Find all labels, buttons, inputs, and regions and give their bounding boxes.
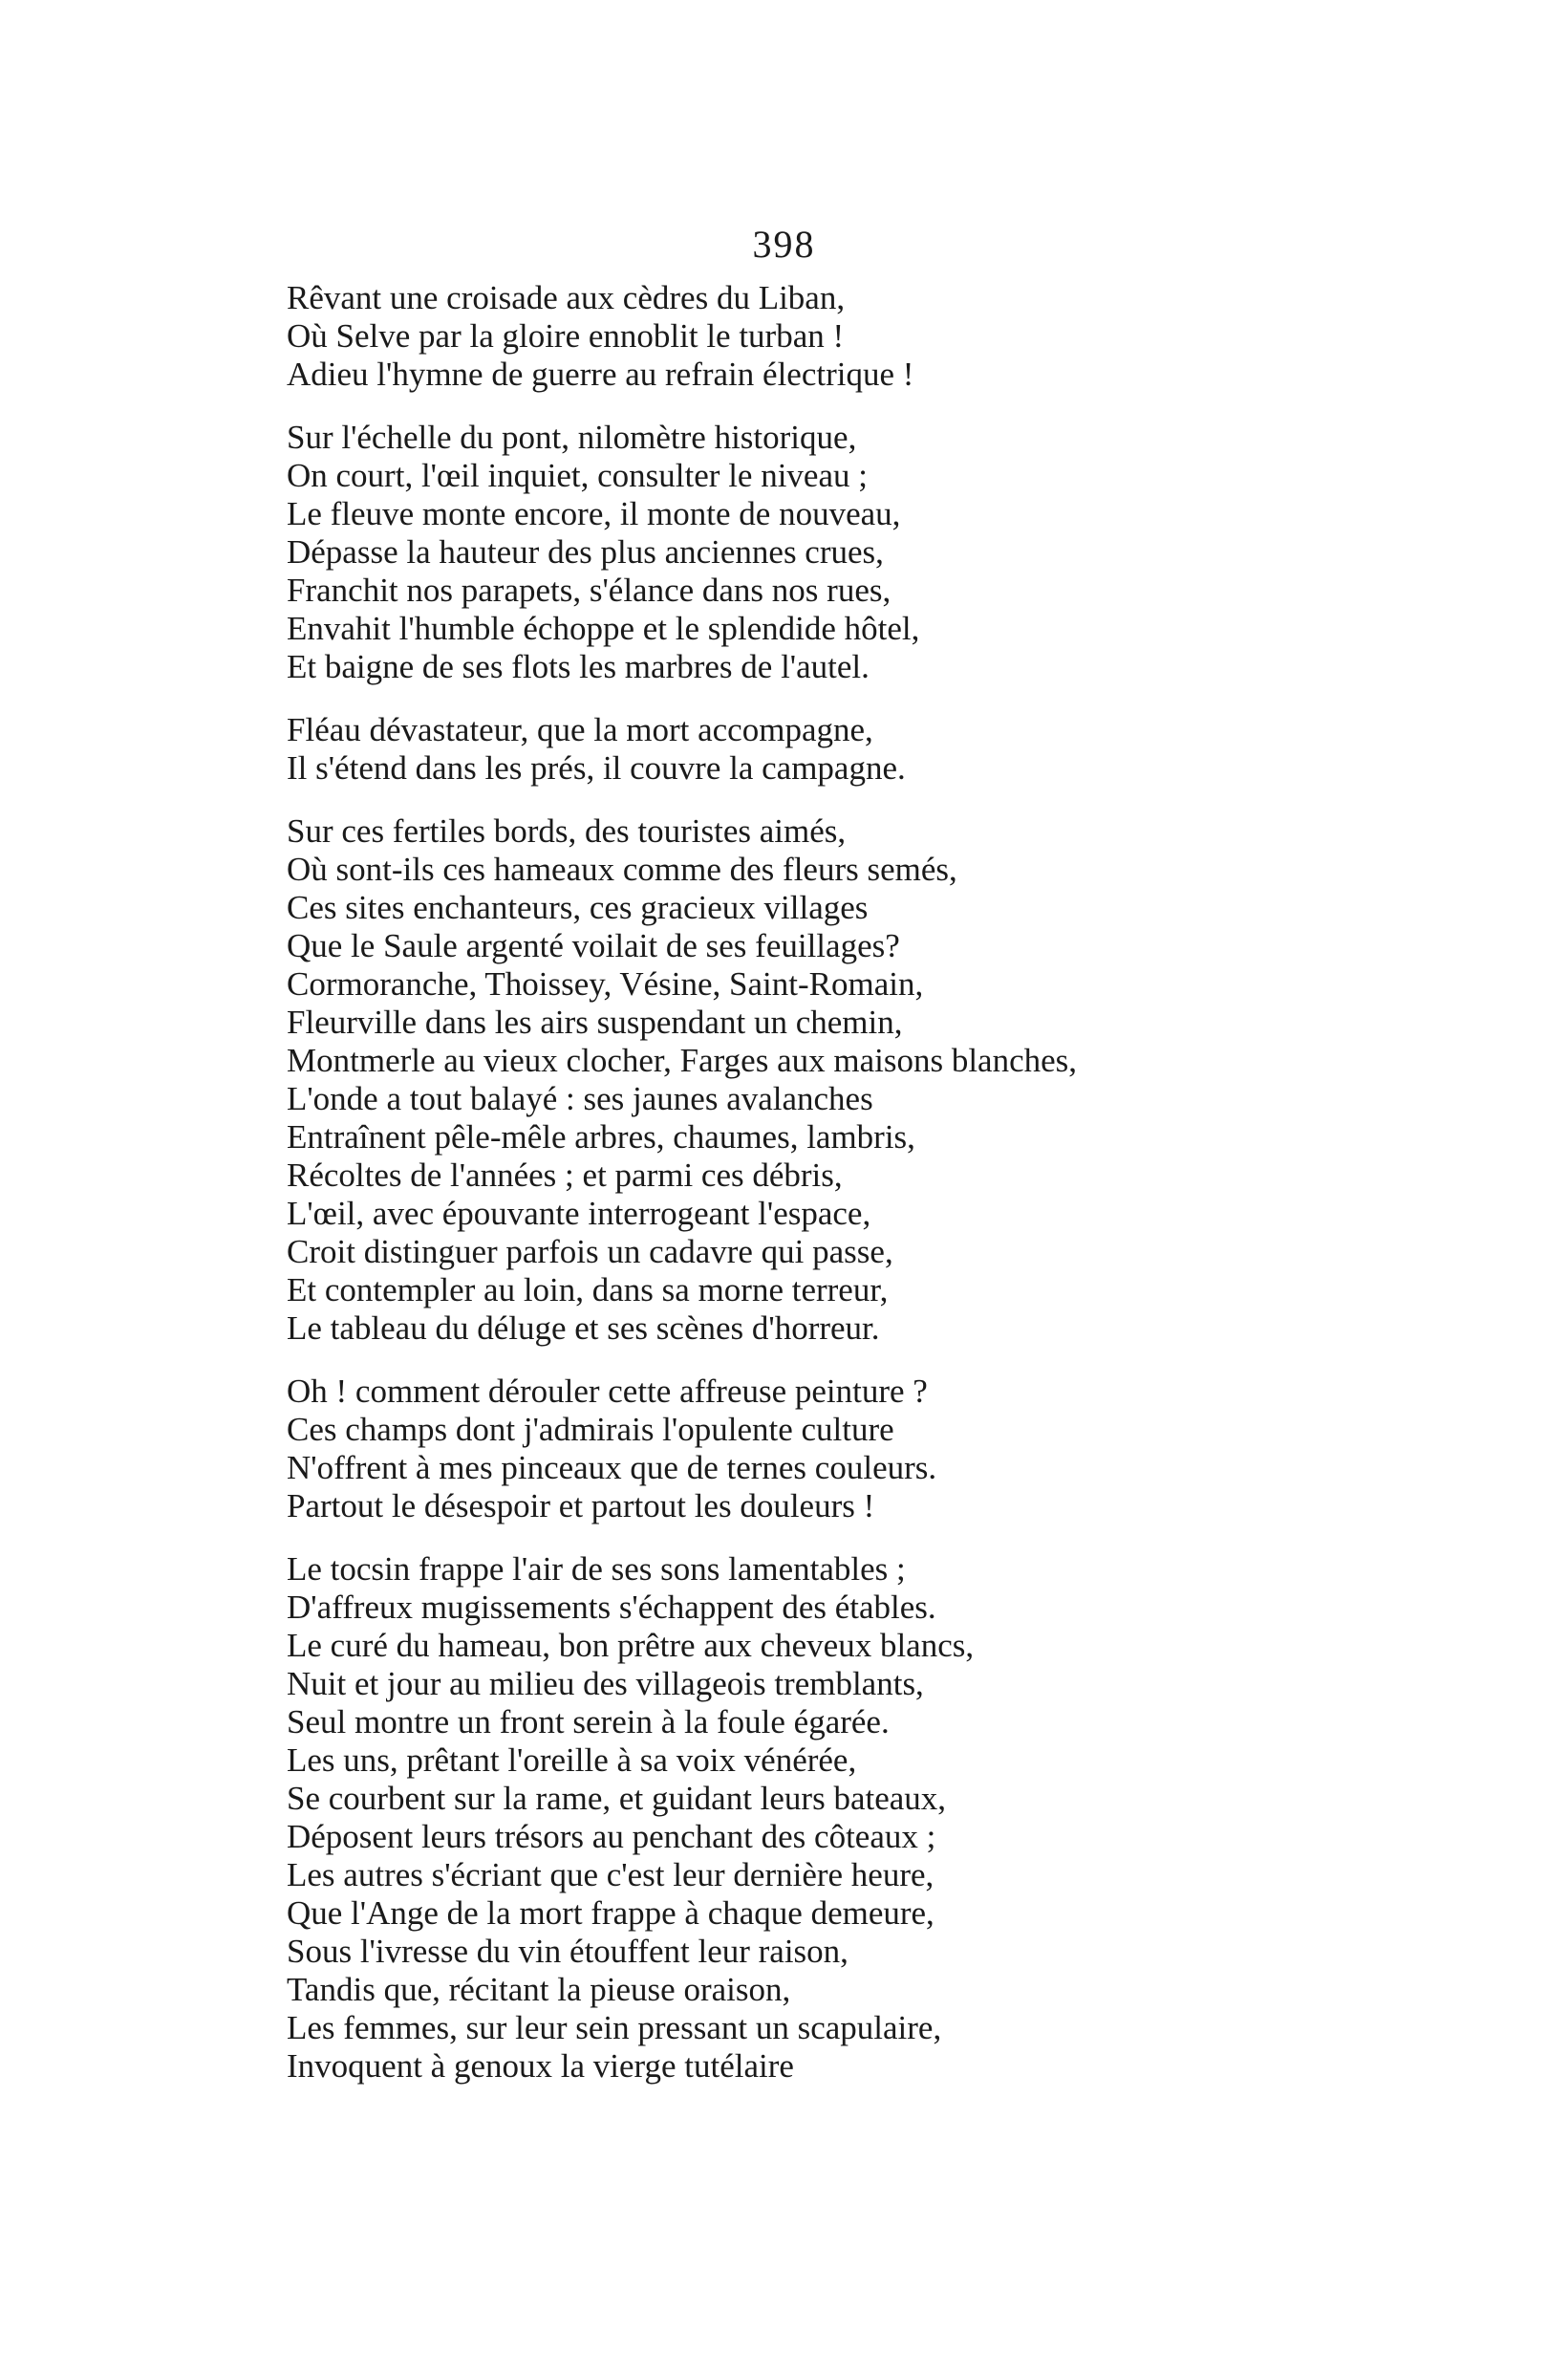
poem-line: Croit distinguer parfois un cadavre qui passe, xyxy=(287,1233,893,1270)
poem-line: Récoltes de l'années ; et parmi ces débris, xyxy=(287,1157,843,1194)
poem-line: Envahit l'humble échoppe et le splendide hôtel, xyxy=(287,610,920,647)
poem-line: Partout le désespoir et partout les douleurs ! xyxy=(287,1487,875,1524)
poem-line: Se courbent sur la rame, et guidant leurs bateaux, xyxy=(287,1780,947,1817)
poem-line: Tandis que, récitant la pieuse oraison, xyxy=(287,1971,791,2008)
stanza-1 xyxy=(287,279,1529,394)
poem-line: Les uns, prêtant l'oreille à sa voix vénérée, xyxy=(287,1741,857,1779)
poem-line: Le tocsin frappe l'air de ses sons lamentables ; xyxy=(287,1550,906,1588)
poem-line: Ces sites enchanteurs, ces gracieux villages xyxy=(287,889,869,926)
poem-line: Adieu l'hymne de guerre au refrain électrique ! xyxy=(287,356,914,393)
poem-line: N'offrent à mes pinceaux que de ternes couleurs. xyxy=(287,1449,937,1486)
page-number: 398 xyxy=(752,223,816,266)
poem-line: On court, l'œil inquiet, consulter le niveau ; xyxy=(287,457,868,494)
poem-line: Sur l'échelle du pont, nilomètre historique, xyxy=(287,419,857,456)
poem-line: Oh ! comment dérouler cette affreuse peinture ? xyxy=(287,1373,928,1410)
stanza-5 xyxy=(287,1373,1529,1525)
poem-line: Nuit et jour au milieu des villageois tremblants, xyxy=(287,1665,924,1702)
stanza-6 xyxy=(287,1550,1529,2086)
poem-line: Où Selve par la gloire ennoblit le turban ! xyxy=(287,317,845,355)
stanza-4 xyxy=(287,812,1529,1348)
poem-line: Sous l'ivresse du vin étouffent leur raison, xyxy=(287,1933,848,1970)
poem-line: Franchit nos parapets, s'élance dans nos rues, xyxy=(287,572,891,609)
stanza-3 xyxy=(287,711,1529,788)
poem-line: Fleurville dans les airs suspendant un chemin, xyxy=(287,1004,903,1041)
poem-line: L'onde a tout balayé : ses jaunes avalanches xyxy=(287,1080,873,1117)
poem-line: Les femmes, sur leur sein pressant un scapulaire, xyxy=(287,2009,942,2046)
poem-line: Le fleuve monte encore, il monte de nouveau, xyxy=(287,495,901,532)
poem-line: L'œil, avec épouvante interrogeant l'espace, xyxy=(287,1195,871,1232)
poem-line: Sur ces fertiles bords, des touristes aimés, xyxy=(287,812,847,850)
poem-line: Montmerle au vieux clocher, Farges aux maisons blanches, xyxy=(287,1042,1078,1079)
poem-line: Que l'Ange de la mort frappe à chaque demeure, xyxy=(287,1894,934,1932)
poem-line: Cormoranche, Thoissey, Vésine, Saint-Romain, xyxy=(287,965,924,1003)
poem-line: Les autres s'écriant que c'est leur dernière heure, xyxy=(287,1856,934,1893)
poem-line: Où sont-ils ces hameaux comme des fleurs semés, xyxy=(287,851,957,888)
poem-line: Invoquent à genoux la vierge tutélaire xyxy=(287,2047,794,2085)
poem-line: Rêvant une croisade aux cèdres du Liban, xyxy=(287,279,846,316)
poem-line: Le tableau du déluge et ses scènes d'horreur. xyxy=(287,1309,880,1347)
poem-line: Seul montre un front serein à la foule égarée. xyxy=(287,1703,890,1740)
poem-line: Le curé du hameau, bon prêtre aux cheveux blancs, xyxy=(287,1627,975,1664)
poem-text xyxy=(287,279,1529,2110)
poem-line: Il s'étend dans les prés, il couvre la campagne. xyxy=(287,749,906,787)
poem-line: Déposent leurs trésors au penchant des côteaux ; xyxy=(287,1818,936,1855)
poem-line: Dépasse la hauteur des plus anciennes crues, xyxy=(287,533,884,571)
stanza-2 xyxy=(287,419,1529,686)
poem-line: Entraînent pêle-mêle arbres, chaumes, lambris, xyxy=(287,1118,915,1156)
poem-line: D'affreux mugissements s'échappent des étables. xyxy=(287,1589,936,1626)
poem-line: Fléau dévastateur, que la mort accompagne, xyxy=(287,711,873,748)
poem-line: Et baigne de ses flots les marbres de l'autel. xyxy=(287,648,870,685)
poem-line: Que le Saule argenté voilait de ses feuillages? xyxy=(287,927,900,964)
poem-line: Ces champs dont j'admirais l'opulente culture xyxy=(287,1411,894,1448)
poem-line: Et contempler au loin, dans sa morne terreur, xyxy=(287,1271,889,1308)
